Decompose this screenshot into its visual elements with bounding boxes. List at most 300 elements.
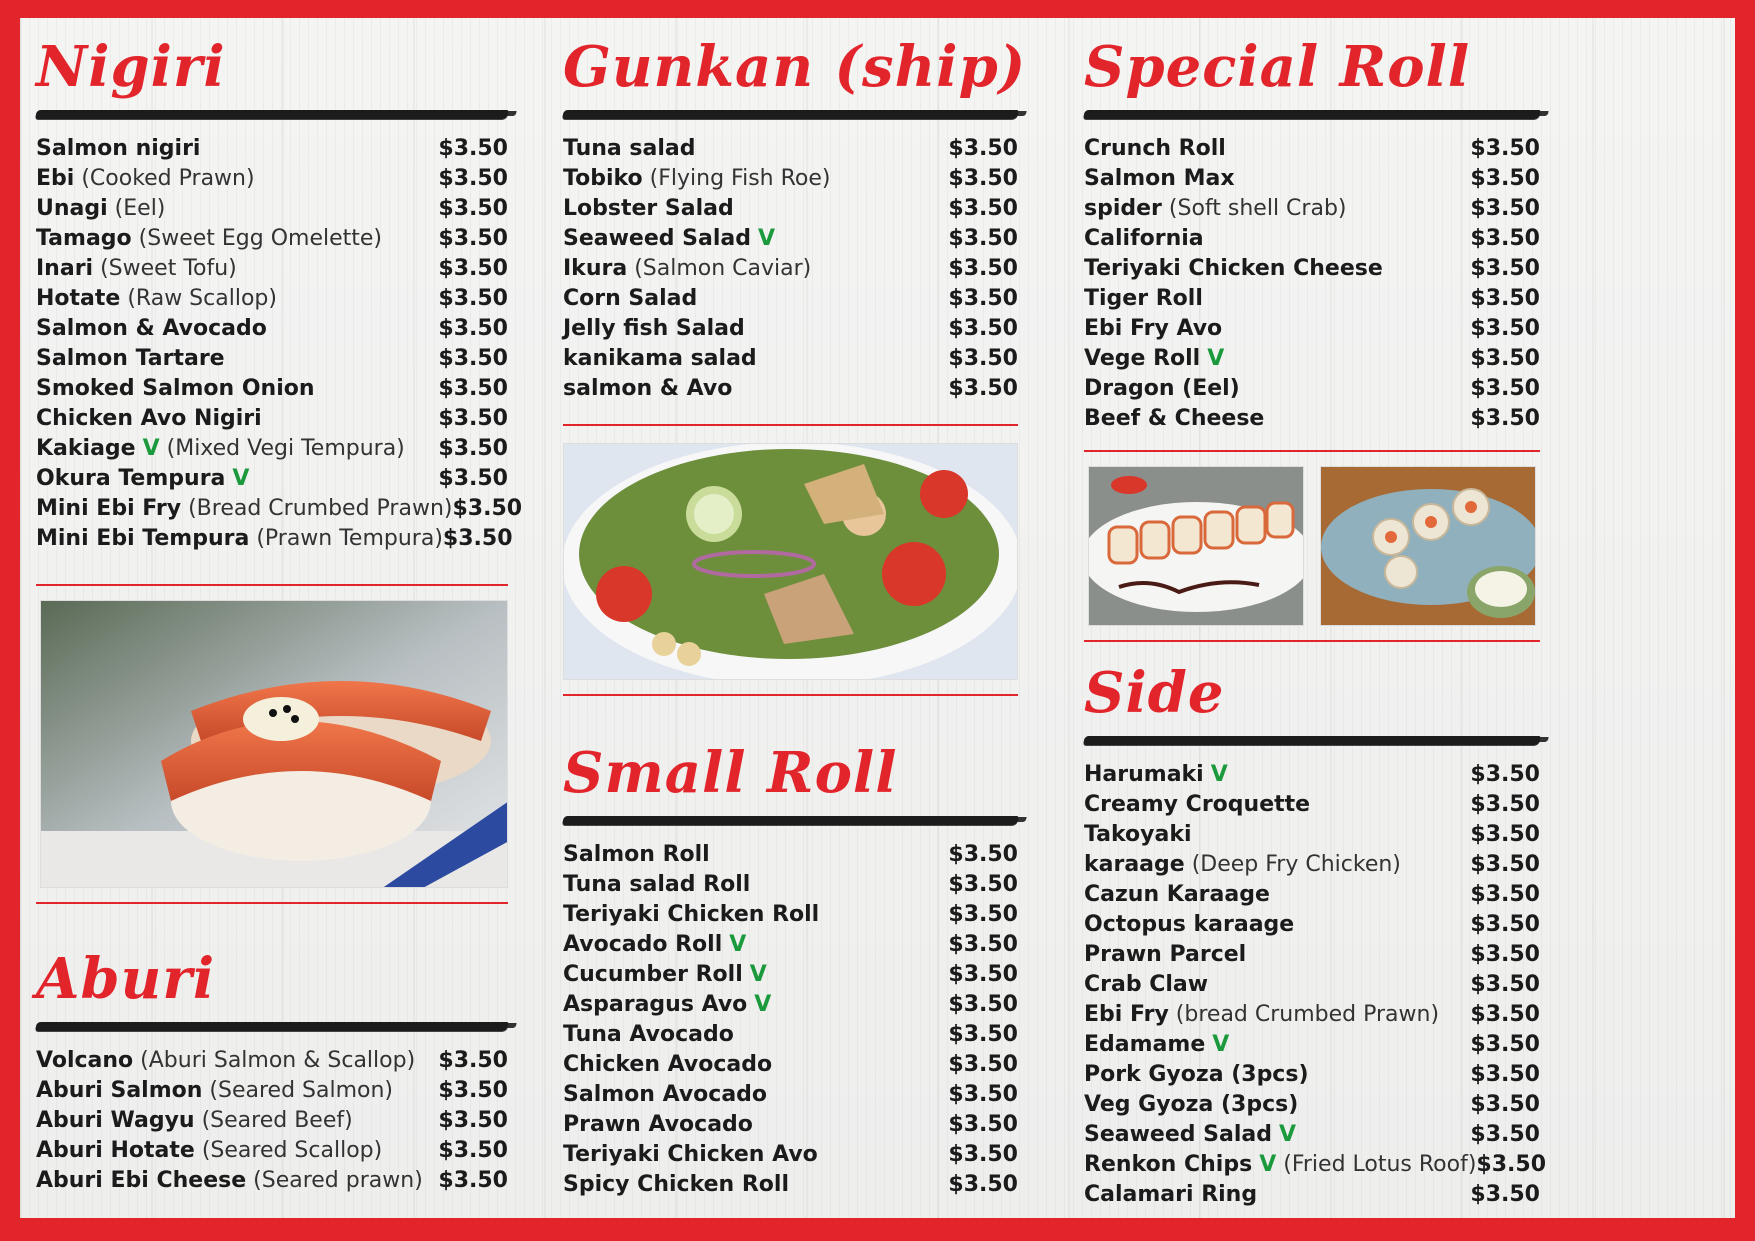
red-rule — [1084, 450, 1540, 452]
menu-item — [563, 1139, 1018, 1169]
menu-list — [563, 839, 1018, 1199]
item-name: Tamago — [36, 225, 132, 251]
section-small-roll — [563, 738, 1018, 1199]
menu-item — [1084, 133, 1540, 163]
menu-item-label — [563, 346, 757, 371]
item-price: $3.50 — [1470, 255, 1540, 281]
menu-item — [36, 133, 508, 163]
menu-item — [563, 959, 1018, 989]
item-price: $3.50 — [452, 495, 523, 521]
menu-item — [36, 283, 508, 313]
item-description: (Seared prawn) — [253, 1167, 423, 1193]
item-price: $3.50 — [948, 871, 1018, 897]
menu-item — [563, 1019, 1018, 1049]
section-title: Gunkan (ship) — [563, 34, 1027, 100]
item-name: karaage — [1084, 851, 1185, 877]
vegetarian-badge: V — [1207, 345, 1225, 371]
item-price: $3.50 — [948, 135, 1018, 161]
item-name: Aburi Salmon — [36, 1077, 203, 1103]
item-price: $3.50 — [438, 315, 508, 341]
item-price: $3.50 — [948, 901, 1018, 927]
item-name: Tuna salad — [563, 135, 696, 161]
item-name: Aburi Wagyu — [36, 1107, 195, 1133]
menu-item-label — [36, 346, 225, 371]
red-rule — [36, 584, 508, 586]
vegetarian-badge: V — [1212, 1031, 1230, 1057]
item-price: $3.50 — [1470, 1091, 1540, 1117]
menu-item-label — [1084, 286, 1203, 311]
item-name: Renkon Chips — [1084, 1151, 1253, 1177]
item-name: Crab Claw — [1084, 971, 1209, 997]
section-side — [1084, 658, 1547, 1209]
item-price: $3.50 — [438, 195, 508, 221]
menu-item-label — [1084, 852, 1401, 877]
menu-item-label — [36, 1138, 382, 1163]
menu-item-label — [1084, 226, 1204, 251]
item-name: Harumaki — [1084, 761, 1204, 787]
item-name: Ikura — [563, 255, 628, 281]
menu-board — [20, 18, 1735, 1218]
menu-item-label — [563, 196, 734, 221]
item-price: $3.50 — [948, 375, 1018, 401]
menu-item — [1084, 759, 1540, 789]
menu-item-label — [1084, 376, 1240, 401]
item-description: (Mixed Vegi Tempura) — [166, 435, 405, 461]
menu-item-label — [36, 496, 452, 521]
vegetarian-badge: V — [729, 931, 747, 957]
menu-item — [1084, 1119, 1540, 1149]
brush-stroke-divider — [1083, 736, 1541, 745]
menu-item-label — [1084, 316, 1222, 341]
menu-item — [563, 989, 1018, 1019]
menu-item-label — [36, 166, 255, 191]
item-name: salmon & Avo — [563, 375, 733, 401]
menu-item — [36, 1135, 508, 1165]
menu-item — [36, 463, 508, 493]
menu-item — [1084, 819, 1540, 849]
item-name: Jelly fish Salad — [563, 315, 745, 341]
menu-item-label — [1084, 1002, 1439, 1027]
item-name: Lobster Salad — [563, 195, 734, 221]
item-name: Dragon (Eel) — [1084, 375, 1240, 401]
item-name: Ebi — [36, 165, 75, 191]
menu-item — [36, 163, 508, 193]
item-description: (Eel) — [114, 195, 166, 221]
item-name: Prawn Parcel — [1084, 941, 1247, 967]
item-price: $3.50 — [948, 225, 1018, 251]
section-title: Special Roll — [1084, 34, 1471, 100]
item-description: (Deep Fry Chicken) — [1191, 851, 1401, 877]
menu-item — [563, 1049, 1018, 1079]
item-name: Teriyaki Chicken Avo — [563, 1141, 818, 1167]
item-name: Ebi Fry Avo — [1084, 315, 1223, 341]
menu-item — [1084, 1029, 1540, 1059]
menu-item-label — [36, 256, 237, 281]
menu-item — [1084, 849, 1540, 879]
item-price: $3.50 — [948, 1081, 1018, 1107]
vegetarian-badge: V — [232, 465, 250, 491]
item-name: Salmon & Avocado — [36, 315, 267, 341]
item-name: Vege Roll — [1084, 345, 1201, 371]
item-price: $3.50 — [438, 465, 508, 491]
menu-list — [1084, 133, 1540, 433]
menu-item-label — [36, 226, 382, 251]
menu-item — [1084, 999, 1540, 1029]
item-price: $3.50 — [1470, 1121, 1540, 1147]
item-name: Teriyaki Chicken Roll — [563, 901, 820, 927]
menu-item — [1084, 343, 1540, 373]
menu-item-label — [36, 1048, 415, 1073]
item-price: $3.50 — [948, 195, 1018, 221]
item-price: $3.50 — [438, 375, 508, 401]
item-description: (Salmon Caviar) — [634, 255, 812, 281]
menu-item — [1084, 253, 1540, 283]
menu-item-label — [36, 526, 443, 551]
item-name: Beef & Cheese — [1084, 405, 1265, 431]
menu-item — [563, 899, 1018, 929]
item-price: $3.50 — [438, 135, 508, 161]
item-price: $3.50 — [1470, 375, 1540, 401]
menu-item-label — [563, 992, 771, 1017]
menu-item — [36, 1165, 508, 1195]
item-description: (Fried Lotus Roof) — [1283, 1151, 1477, 1177]
menu-item-label — [563, 902, 819, 927]
menu-item-label — [1084, 196, 1347, 221]
item-price: $3.50 — [948, 255, 1018, 281]
menu-item — [1084, 1059, 1540, 1089]
menu-item-label — [563, 136, 696, 161]
menu-item — [563, 869, 1018, 899]
brush-stroke-divider — [35, 110, 509, 119]
item-name: Pork Gyoza (3pcs) — [1084, 1061, 1309, 1087]
menu-item — [1084, 909, 1540, 939]
menu-item-label — [36, 136, 200, 161]
item-price: $3.50 — [1470, 285, 1540, 311]
item-description: (Seared Scallop) — [201, 1137, 383, 1163]
item-name: Mini Ebi Fry — [36, 495, 182, 521]
item-name: Takoyaki — [1084, 821, 1192, 847]
menu-item — [36, 343, 508, 373]
item-price: $3.50 — [1470, 135, 1540, 161]
item-name: Salmon Tartare — [36, 345, 225, 371]
item-name: spider — [1084, 195, 1162, 221]
item-price: $3.50 — [1470, 315, 1540, 341]
item-price: $3.50 — [948, 841, 1018, 867]
item-name: Mini Ebi Tempura — [36, 525, 250, 551]
item-name: Calamari Ring — [1084, 1181, 1258, 1207]
menu-item-label — [563, 1082, 767, 1107]
menu-item — [563, 929, 1018, 959]
menu-item — [563, 373, 1018, 403]
item-price: $3.50 — [948, 1051, 1018, 1077]
vegetarian-badge: V — [142, 435, 160, 461]
item-name: Edamame — [1084, 1031, 1206, 1057]
item-price: $3.50 — [1470, 1031, 1540, 1057]
menu-item-label — [563, 1022, 734, 1047]
item-name: Chicken Avo Nigiri — [36, 405, 262, 431]
menu-item — [563, 1169, 1018, 1199]
seared-salmon-nigiri-photo — [40, 600, 508, 888]
item-name: Chicken Avocado — [563, 1051, 773, 1077]
item-name: Salmon nigiri — [36, 135, 201, 161]
item-price: $3.50 — [438, 1107, 508, 1133]
item-description: (Sweet Egg Omelette) — [138, 225, 383, 251]
item-price: $3.50 — [948, 315, 1018, 341]
item-price: $3.50 — [438, 1047, 508, 1073]
menu-item — [36, 373, 508, 403]
menu-item — [1084, 193, 1540, 223]
menu-item-label — [563, 1172, 789, 1197]
menu-item — [1084, 1089, 1540, 1119]
menu-item-label — [563, 932, 746, 957]
item-name: Seaweed Salad — [1084, 1121, 1273, 1147]
menu-item-label — [36, 376, 315, 401]
menu-item — [36, 493, 523, 523]
red-rule — [563, 694, 1018, 696]
menu-item — [1084, 403, 1540, 433]
menu-item-label — [1084, 1152, 1476, 1177]
item-name: Kakiage — [36, 435, 136, 461]
brush-stroke-divider — [562, 816, 1019, 825]
item-name: Volcano — [36, 1047, 134, 1073]
item-name: Hotate — [36, 285, 121, 311]
item-price: $3.50 — [1476, 1151, 1547, 1177]
item-name: Okura Tempura — [36, 465, 226, 491]
item-price: $3.50 — [1470, 761, 1540, 787]
menu-item-label — [36, 466, 249, 491]
menu-item — [1084, 969, 1540, 999]
item-price: $3.50 — [1470, 165, 1540, 191]
item-price: $3.50 — [948, 961, 1018, 987]
menu-item-label — [36, 286, 277, 311]
menu-item-label — [1084, 912, 1294, 937]
item-price: $3.50 — [438, 345, 508, 371]
menu-item — [563, 839, 1018, 869]
item-price: $3.50 — [1470, 1061, 1540, 1087]
item-price: $3.50 — [948, 1171, 1018, 1197]
menu-item-label — [1084, 762, 1228, 787]
item-price: $3.50 — [948, 1021, 1018, 1047]
menu-item-label — [563, 256, 811, 281]
menu-item-label — [1084, 166, 1235, 191]
item-name: Aburi Hotate — [36, 1137, 195, 1163]
item-description: (Aburi Salmon & Scallop) — [140, 1047, 416, 1073]
menu-item — [36, 223, 508, 253]
vegetarian-badge: V — [754, 991, 772, 1017]
brush-stroke-divider — [562, 110, 1019, 119]
item-price: $3.50 — [1470, 405, 1540, 431]
item-description: (Raw Scallop) — [127, 285, 277, 311]
vegetarian-badge: V — [1279, 1121, 1297, 1147]
menu-item — [563, 343, 1018, 373]
menu-item — [563, 193, 1018, 223]
sesame-roll-plate-photo — [1320, 466, 1536, 626]
item-name: Prawn Avocado — [563, 1111, 753, 1137]
menu-item — [36, 193, 508, 223]
menu-item — [36, 313, 508, 343]
item-name: California — [1084, 225, 1204, 251]
item-price: $3.50 — [1470, 821, 1540, 847]
item-name: Unagi — [36, 195, 108, 221]
item-name: Cucumber Roll — [563, 961, 743, 987]
item-name: kanikama salad — [563, 345, 757, 371]
menu-item-label — [1084, 1182, 1257, 1207]
menu-item — [1084, 879, 1540, 909]
menu-item-label — [563, 1142, 818, 1167]
menu-item — [36, 403, 508, 433]
menu-item — [563, 313, 1018, 343]
item-price: $3.50 — [948, 345, 1018, 371]
item-price: $3.50 — [948, 165, 1018, 191]
menu-item — [1084, 313, 1540, 343]
menu-item-label — [36, 1108, 353, 1133]
item-name: Tuna salad Roll — [563, 871, 751, 897]
item-description: (Prawn Tempura) — [256, 525, 443, 551]
item-price: $3.50 — [438, 405, 508, 431]
item-name: Ebi Fry — [1084, 1001, 1169, 1027]
item-description: (Seared Salmon) — [209, 1077, 394, 1103]
menu-item-label — [1084, 942, 1246, 967]
item-price: $3.50 — [1470, 791, 1540, 817]
menu-item-label — [1084, 1092, 1298, 1117]
item-name: Tiger Roll — [1084, 285, 1203, 311]
menu-item-label — [1084, 1032, 1229, 1057]
item-price: $3.50 — [1470, 1001, 1540, 1027]
menu-item — [36, 1045, 508, 1075]
menu-item — [36, 523, 513, 553]
menu-item-label — [1084, 1062, 1309, 1087]
red-rule — [1084, 640, 1540, 642]
menu-item — [563, 133, 1018, 163]
menu-item — [563, 1079, 1018, 1109]
item-name: Aburi Ebi Cheese — [36, 1167, 247, 1193]
brush-stroke-divider — [1083, 110, 1541, 119]
item-price: $3.50 — [948, 931, 1018, 957]
menu-item — [1084, 163, 1540, 193]
menu-item-label — [563, 316, 745, 341]
brush-stroke-divider — [35, 1022, 509, 1031]
item-price: $3.50 — [948, 1111, 1018, 1137]
menu-item-label — [563, 286, 697, 311]
item-price: $3.50 — [438, 165, 508, 191]
section-title: Aburi — [36, 946, 216, 1012]
item-price: $3.50 — [1470, 911, 1540, 937]
menu-item — [36, 433, 508, 463]
menu-item-label — [36, 406, 262, 431]
section-title: Side — [1084, 660, 1225, 726]
section-nigiri — [36, 32, 523, 553]
section-gunkan — [563, 32, 1027, 403]
menu-item — [1084, 789, 1540, 819]
item-price: $3.50 — [1470, 851, 1540, 877]
menu-item-label — [1084, 136, 1226, 161]
menu-item — [36, 253, 508, 283]
menu-item — [563, 223, 1018, 253]
menu-item — [563, 1109, 1018, 1139]
item-price: $3.50 — [1470, 225, 1540, 251]
menu-item-label — [563, 1052, 772, 1077]
item-name: Teriyaki Chicken Cheese — [1084, 255, 1383, 281]
vegetarian-badge: V — [1210, 761, 1228, 787]
item-name: Salmon Max — [1084, 165, 1235, 191]
menu-item-label — [563, 166, 830, 191]
item-description: (Flying Fish Roe) — [649, 165, 831, 191]
menu-item — [563, 283, 1018, 313]
item-description: (Seared Beef) — [201, 1107, 353, 1133]
menu-list — [563, 133, 1018, 403]
item-description: (bread Crumbed Prawn) — [1175, 1001, 1440, 1027]
item-price: $3.50 — [1470, 195, 1540, 221]
item-name: Salmon Roll — [563, 841, 710, 867]
item-price: $3.50 — [438, 435, 508, 461]
menu-item — [1084, 1149, 1547, 1179]
section-special-roll — [1084, 32, 1540, 433]
item-name: Avocado Roll — [563, 931, 723, 957]
item-price: $3.50 — [948, 1141, 1018, 1167]
item-price: $3.50 — [1470, 881, 1540, 907]
menu-item — [1084, 223, 1540, 253]
menu-item-label — [36, 316, 267, 341]
item-name: Spicy Chicken Roll — [563, 1171, 789, 1197]
menu-item-label — [563, 842, 710, 867]
item-description: (Soft shell Crab) — [1168, 195, 1347, 221]
item-name: Octopus karaage — [1084, 911, 1295, 937]
item-name: Seaweed Salad — [563, 225, 752, 251]
menu-item-label — [1084, 346, 1224, 371]
menu-item — [563, 163, 1018, 193]
menu-item-label — [1084, 406, 1264, 431]
red-rule — [563, 424, 1018, 426]
item-name: Corn Salad — [563, 285, 698, 311]
item-price: $3.50 — [948, 991, 1018, 1017]
item-price: $3.50 — [442, 525, 513, 551]
section-title: Nigiri — [36, 34, 226, 100]
menu-item-label — [1084, 792, 1310, 817]
item-price: $3.50 — [438, 1167, 508, 1193]
item-price: $3.50 — [438, 255, 508, 281]
item-price: $3.50 — [1470, 1181, 1540, 1207]
menu-item-label — [563, 226, 775, 251]
item-name: Asparagus Avo — [563, 991, 748, 1017]
item-description: (Sweet Tofu) — [100, 255, 237, 281]
item-price: $3.50 — [1470, 971, 1540, 997]
menu-list — [36, 1045, 508, 1195]
menu-item-label — [563, 872, 750, 897]
menu-item-label — [1084, 256, 1383, 281]
menu-item-label — [36, 1168, 423, 1193]
menu-item — [36, 1105, 508, 1135]
menu-item — [1084, 1179, 1540, 1209]
menu-item — [563, 253, 1018, 283]
item-price: $3.50 — [438, 1137, 508, 1163]
menu-item — [1084, 939, 1540, 969]
menu-item-label — [36, 1078, 393, 1103]
item-price: $3.50 — [948, 285, 1018, 311]
section-aburi — [36, 944, 508, 1195]
menu-list — [36, 133, 523, 553]
menu-item-label — [563, 376, 732, 401]
menu-list — [1084, 759, 1547, 1209]
item-name: Creamy Croquette — [1084, 791, 1311, 817]
vegetarian-badge: V — [758, 225, 776, 251]
item-name: Crunch Roll — [1084, 135, 1226, 161]
menu-item-label — [36, 196, 165, 221]
menu-item — [1084, 373, 1540, 403]
menu-item — [36, 1075, 508, 1105]
item-price: $3.50 — [438, 285, 508, 311]
menu-item-label — [563, 1112, 753, 1137]
menu-item-label — [1084, 1122, 1296, 1147]
